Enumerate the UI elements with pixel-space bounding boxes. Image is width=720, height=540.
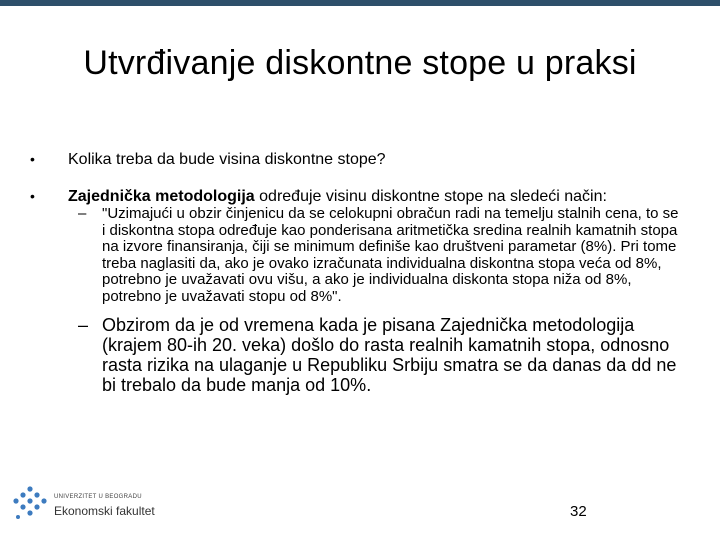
bullet-text: Kolika treba da bude visina diskontne stope? bbox=[68, 151, 386, 168]
bullet-bold-text: Zajednička metodologija bbox=[68, 188, 255, 205]
sub-bullet-item bbox=[30, 206, 690, 305]
slide-title: Utvrđivanje diskontne stope u praksi bbox=[83, 44, 637, 82]
dash-glyph: – bbox=[78, 205, 87, 222]
bullet-item bbox=[30, 150, 690, 169]
dash-glyph: – bbox=[78, 315, 89, 335]
top-accent-bar bbox=[0, 0, 720, 6]
bullet-item bbox=[30, 187, 690, 206]
sub-bullet-text: "Uzimajući u obzir činjenicu da se celokupni obračun radi na temelju stalnih cena, to se i diskontna stopa određuje kao ponderisana aritmetička sredina realnih kamatnih stopa na izvore finansiranja, čiji se minimum definiše kao društveni parametar (8%). Pri tome treba naglasiti da, ako je ovako izračunata individualna diskontna stopa veća od 8%, potrebno je uvažavati ovu višu, a ako je individualna diskonta stopa niža od 8%, potrebno je uvažavati stopu od 8%". bbox=[102, 205, 679, 305]
bullet-glyph: • bbox=[30, 151, 35, 167]
university-label: UNIVERZITET U BEOGRADU bbox=[54, 494, 142, 500]
sub-bullet-item bbox=[30, 315, 690, 395]
faculty-label: Ekonomski fakultet bbox=[54, 504, 155, 518]
bullet-list bbox=[30, 150, 690, 395]
bullet-glyph: • bbox=[30, 188, 35, 204]
page-number: 32 bbox=[570, 503, 587, 520]
bullet-text: određuje visinu diskontne stope na sledeći način: bbox=[254, 188, 607, 205]
sub-bullet-text: Obzirom da je od vremena kada je pisana Zajednička metodologija (krajem 80-ih 20. veka) došlo do rasta realnih kamatnih stopa, odnosno rasta rizika na ulaganje u Republiku Srbiju smatra se da danas da dd ne bi trebalo da bude manja od 10%. bbox=[102, 315, 677, 395]
